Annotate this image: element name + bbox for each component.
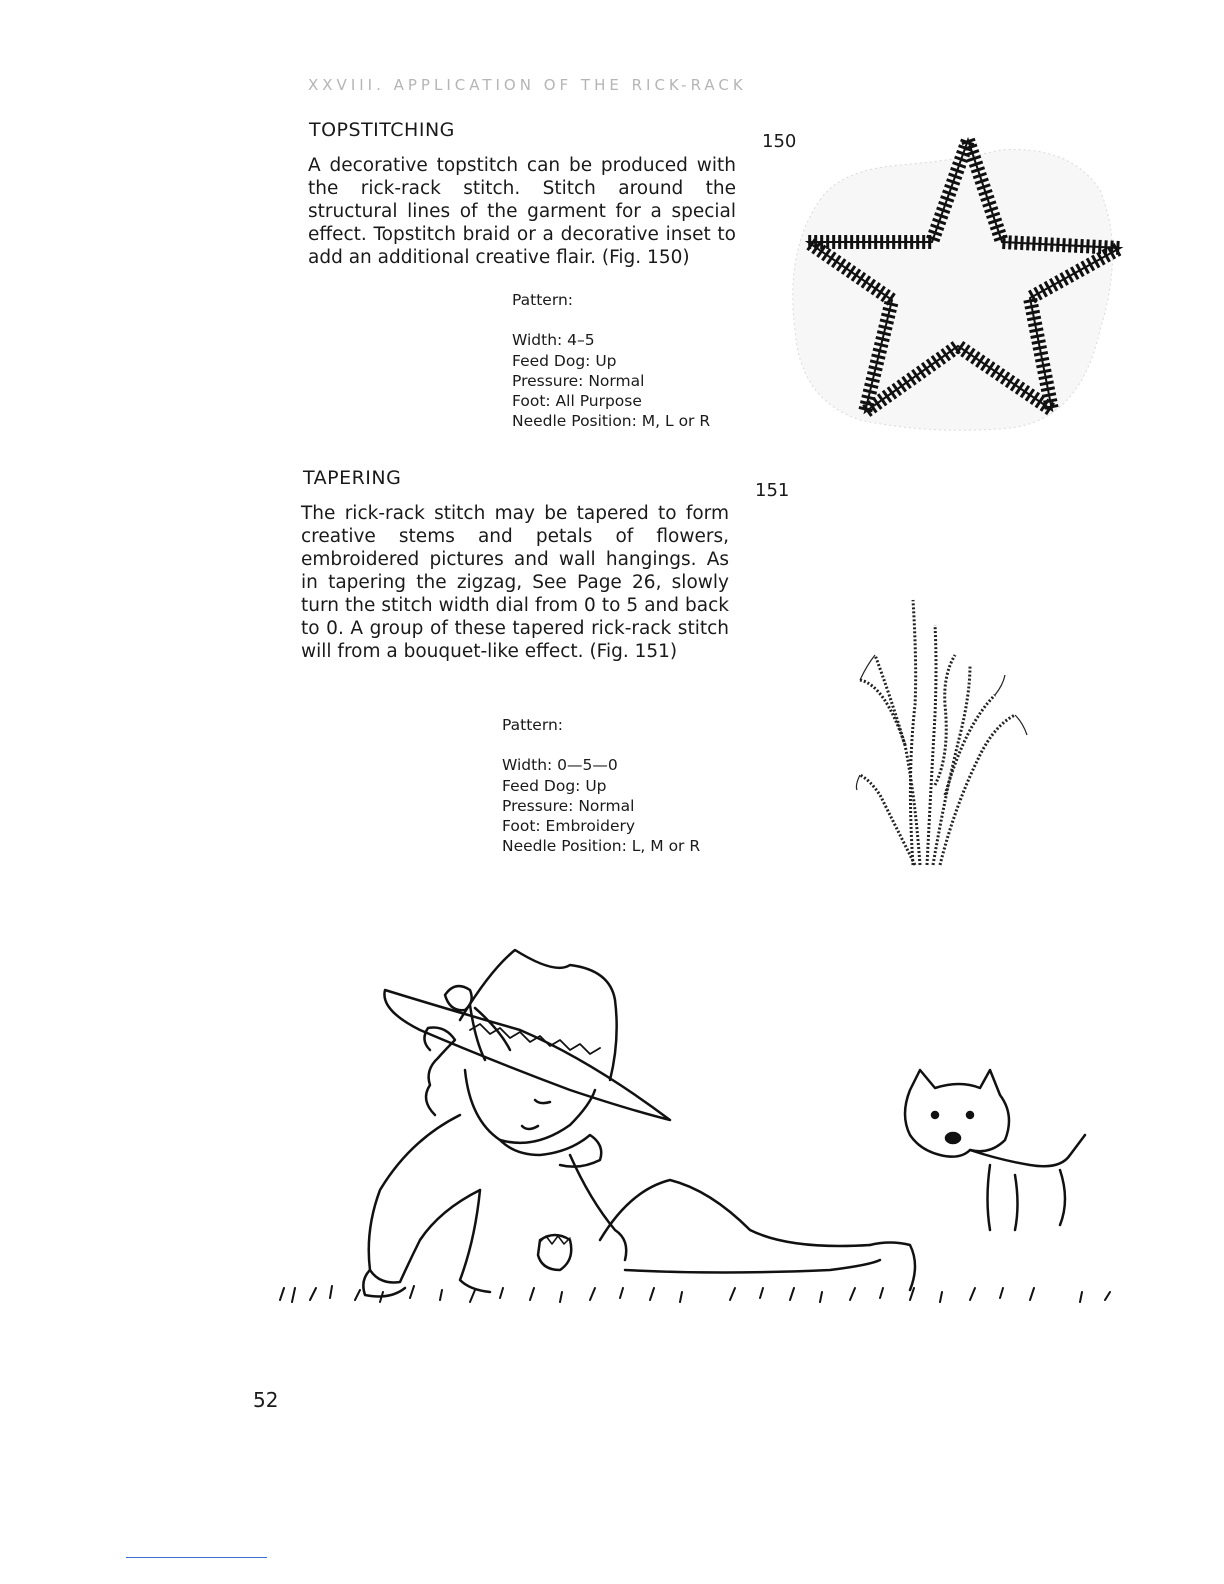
girl-with-hat-and-dog-icon: [270, 940, 1120, 1340]
figure-number-150: 150: [762, 131, 797, 152]
heading-tapering: TAPERING: [303, 467, 402, 489]
spec-needle-position: Needle Position: M, L or R: [512, 412, 711, 431]
page-number: 52: [253, 1388, 279, 1412]
spec-pattern: Pattern:: [512, 291, 573, 309]
running-header: XXVIII. APPLICATION OF THE RICK-RACK: [308, 76, 747, 94]
heading-topstitching: TOPSTITCHING: [309, 119, 455, 141]
footer-line: [126, 1557, 267, 1558]
spec-width: Width: 4–5: [512, 331, 595, 350]
tapering-specs: [502, 715, 700, 857]
spec-pressure: Pressure: Normal: [502, 796, 635, 815]
spec-width: Width: 0—5—0: [502, 756, 618, 775]
spec-pressure: Pressure: Normal: [512, 371, 645, 390]
topstitching-specs: [512, 290, 710, 432]
star-rick-rack-icon: [780, 130, 1140, 440]
spec-pattern: Pattern:: [502, 716, 563, 734]
bouquet-stems-icon: [845, 595, 1045, 875]
spec-feed-dog: Feed Dog: Up: [512, 351, 617, 370]
spec-needle-position: Needle Position: L, M or R: [502, 837, 701, 856]
tapering-body: The rick-rack stitch may be tapered to form creative stems and petals of flowers, embroidered pictures and wall hangings. As in tapering the zigzag, See Page 26, slowly turn the stitch width dial from 0 to 5 and back to 0. A group of these tapered rick-rack stitch will from a bouquet-like effect. (Fig. 151): [301, 503, 729, 662]
spec-foot: Foot: Embroidery: [502, 817, 636, 836]
spec-feed-dog: Feed Dog: Up: [502, 776, 607, 795]
topstitching-body: A decorative topstitch can be produced with the rick-rack stitch. Stitch around the structural lines of the garment for a special effect. Topstitch braid or a decorative inset to add an additional creative flair. (Fig. 150): [308, 155, 736, 268]
figure-number-151: 151: [755, 480, 790, 501]
spec-foot: Foot: All Purpose: [512, 392, 642, 411]
